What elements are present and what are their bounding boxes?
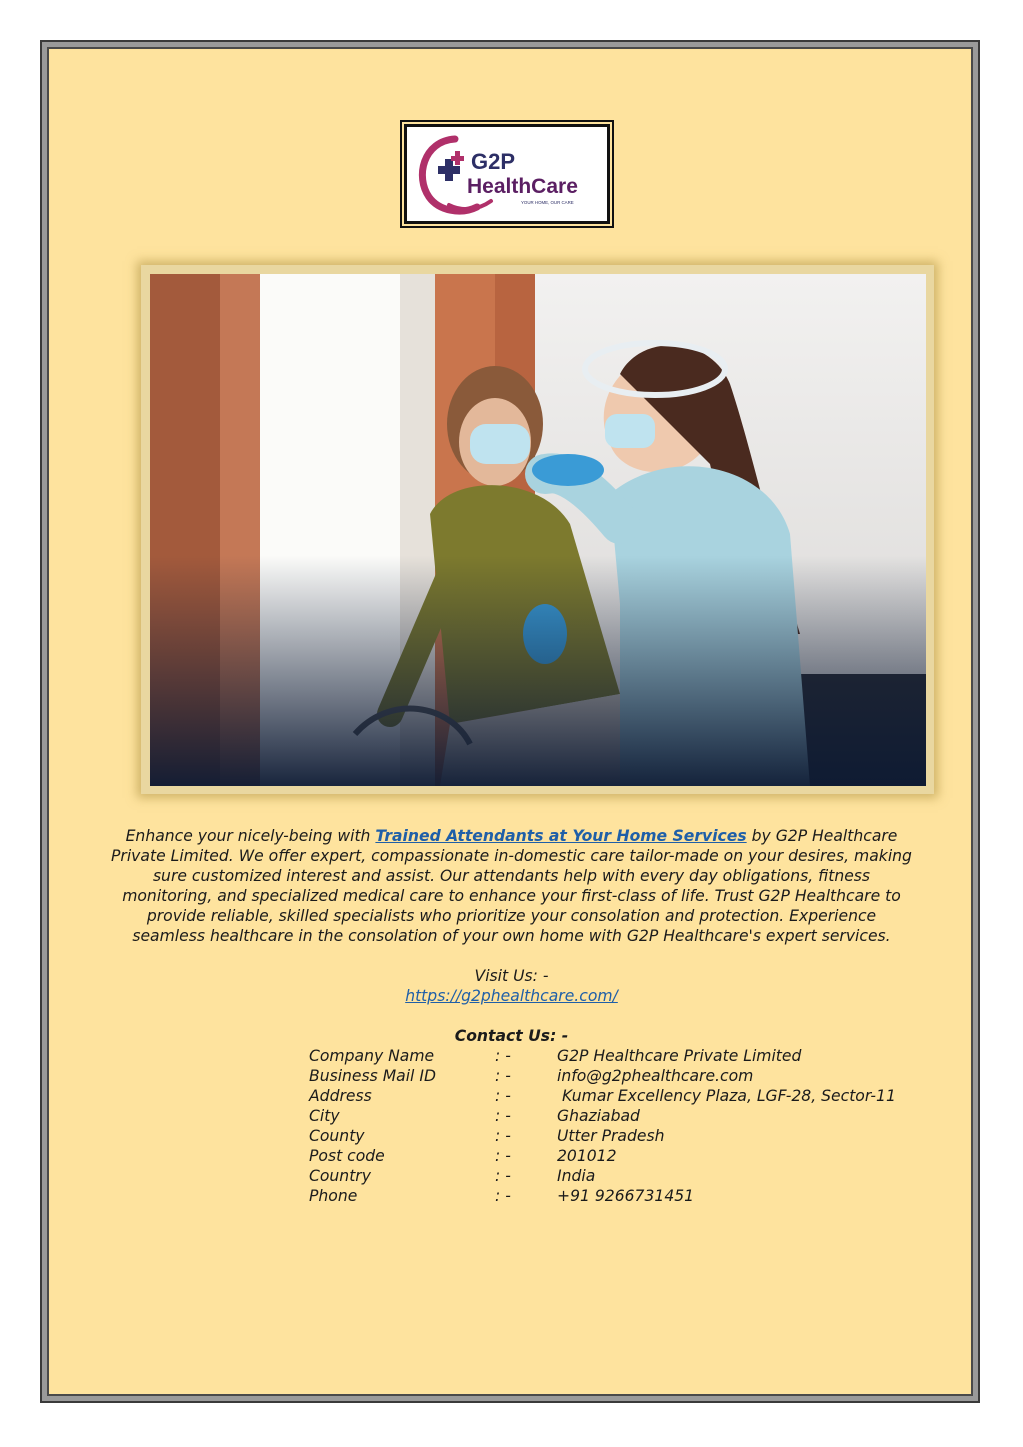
contact-label: Company Name xyxy=(309,1047,435,1065)
contact-value: 201012 xyxy=(557,1147,617,1165)
website-link[interactable]: https://g2phealthcare.com/ xyxy=(405,987,618,1005)
contact-label: Address xyxy=(309,1087,372,1105)
intro-paragraph xyxy=(110,826,913,946)
contact-label: Country xyxy=(309,1167,371,1185)
company-logo xyxy=(404,124,610,224)
contact-value: Utter Pradesh xyxy=(557,1127,665,1145)
trained-attendants-link[interactable]: Trained Attendants at Your Home Services xyxy=(375,827,747,845)
visit-us-label: Visit Us: - xyxy=(474,967,549,985)
contact-heading: Contact Us: - xyxy=(454,1027,569,1045)
contact-separator: : - xyxy=(495,1147,511,1165)
logo-brand-line2: HealthCare xyxy=(467,175,578,198)
contact-value: Kumar Excellency Plaza, LGF-28, Sector-11 xyxy=(557,1087,896,1105)
contact-label: County xyxy=(309,1127,365,1145)
contact-separator: : - xyxy=(495,1067,511,1085)
contact-value[interactable]: +91 9266731451 xyxy=(557,1187,695,1205)
contact-value[interactable]: info@g2phealthcare.com xyxy=(557,1067,754,1085)
photo-frame xyxy=(141,265,934,794)
caregiver-photo xyxy=(150,274,926,786)
logo-brand-line1: G2P xyxy=(471,149,516,174)
intro-text-start: Enhance your nicely-being with xyxy=(125,827,376,845)
contact-label: Post code xyxy=(309,1147,385,1165)
contact-separator: : - xyxy=(495,1167,511,1185)
contact-label: City xyxy=(309,1107,340,1125)
contact-value: India xyxy=(557,1167,596,1185)
contact-separator: : - xyxy=(495,1127,511,1145)
contact-separator: : - xyxy=(495,1187,511,1205)
contact-label: Phone xyxy=(309,1187,358,1205)
contact-value: Ghaziabad xyxy=(557,1107,640,1125)
logo-tagline: YOUR HOME, OUR CARE xyxy=(521,200,574,205)
contact-label: Business Mail ID xyxy=(309,1067,436,1085)
contact-separator: : - xyxy=(495,1107,511,1125)
contact-value: G2P Healthcare Private Limited xyxy=(557,1047,802,1065)
contact-separator: : - xyxy=(495,1047,511,1065)
contact-separator: : - xyxy=(495,1087,511,1105)
g2p-logo-icon xyxy=(411,131,603,217)
intro-text-rest: by G2P Healthcare Private Limited. We offer expert, compassionate in-domestic care tailor-made on your desires, making sure customized interest and assist. Our attendants help with every day obligations, fitness monitoring, and specialized medical care to enhance your first-class of life. Trust G2P Healthcare to provide reliable, skilled specialists who prioritize your consolation and protection. Experience seamless healthcare in the consolation of your own home with G2P Healthcare's expert services. xyxy=(111,827,912,945)
